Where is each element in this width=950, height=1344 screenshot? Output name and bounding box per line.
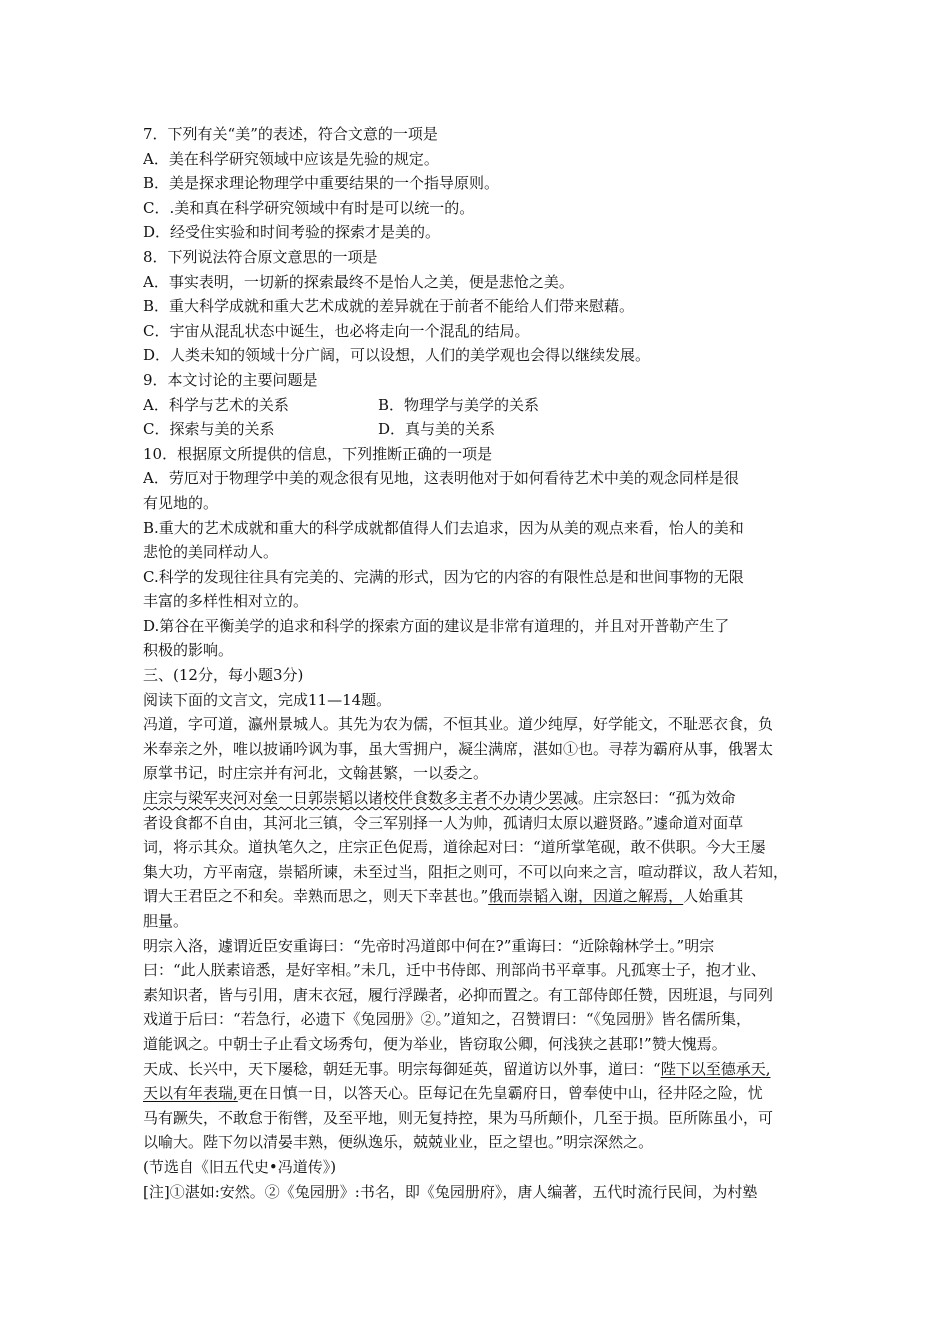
question-10-option-a-cont: 有见地的。	[143, 493, 219, 512]
passage-line: 素知识者，皆与引用，唐末衣冠，履行浮躁者，必抑而置之。有工部侍郎任赞，因班退，与同列	[143, 985, 774, 1004]
passage-text: 谓大王君臣之不和矣。幸熟而思之，则天下幸甚也。”	[143, 887, 489, 906]
underlined-sentence: 陛下以至德承天,	[660, 1059, 771, 1078]
passage-line	[143, 786, 823, 811]
question-8-option-c: C．宇宙从混乱状态中诞生，也必将走向一个混乱的结局。	[143, 321, 530, 340]
section-3-instruction: 阅读下面的文言文，完成11—14题。	[143, 690, 392, 709]
question-9-options-row-1	[143, 393, 823, 418]
question-9-options-row-2	[143, 417, 823, 442]
question-7-option-b: B．美是探求理论物理学中重要结果的一个指导原则。	[143, 174, 500, 193]
question-9-option-c: C．探索与美的关系	[143, 420, 275, 439]
question-8-option-a: A．事实表明，一切新的探索最终不是怡人之美，便是悲怆之美。	[143, 272, 574, 291]
passage-line: 曰：“此人朕素谙悉，是好宰相。”未几，迁中书侍郎、刑部尚书平章事。凡孤寒士子，抱才业、	[143, 961, 766, 980]
question-9-option-a: A．科学与艺术的关系	[143, 395, 289, 414]
passage-line: 明宗入洛，遽谓近臣安重诲曰：“先帝时冯道郎中何在?”重诲曰：“近除翰林学士。”明宗	[143, 936, 715, 955]
question-10-option-c: C.科学的发现往往具有完美的、完满的形式，因为它的内容的有限性总是和世间事物的无限	[143, 567, 744, 586]
question-10-option-a: A．劳厄对于物理学中美的观念很有见地，这表明他对于如何看待艺术中美的观念同样是很	[143, 469, 739, 488]
passage-line: 者设食都不自由，其河北三镇，令三军别择一人为帅，孤请归太原以避贤路。”遽命道对面草	[143, 813, 744, 832]
passage-line: 冯道，字可道，瀛州景城人。其先为农为儒，不恒其业。道少纯厚，好学能文，不耻恶衣食，负	[143, 715, 774, 734]
passage-text: 人始重其	[683, 887, 744, 906]
question-8-stem: 8．下列说法符合原文意思的一项是	[143, 247, 378, 266]
passage-line: 原掌书记，时庄宗并有河北，文翰甚繁，一以委之。	[143, 764, 489, 783]
question-7-option-a: A．美在科学研究领域中应该是先验的规定。	[143, 149, 439, 168]
passage-line	[143, 1081, 823, 1106]
document-page	[143, 122, 823, 1204]
question-10-option-b: B.重大的艺术成就和重大的科学成就都值得人们去追求，因为从美的观点来看，怡人的美和	[143, 518, 744, 537]
wavy-underlined-sentence: 庄宗与梁军夹河对垒一日郭崇韬以诸校伴食数多主者不办请少罢减	[143, 789, 579, 808]
underlined-sentence: 天以有年表瑞,	[143, 1084, 238, 1103]
question-7-option-c: C．.美和真在科学研究领域中有时是可以统一的。	[143, 198, 475, 217]
passage-line: 胆量。	[143, 912, 189, 930]
question-7-stem: 7．下列有关“美”的表述，符合文意的一项是	[143, 125, 438, 143]
passage-line	[143, 884, 823, 909]
underlined-sentence: 俄而崇韬入谢，因道之解焉，	[488, 887, 684, 906]
passage-line: 米奉亲之外，唯以披诵吟讽为事，虽大雪拥户，凝尘满席，湛如①也。寻荐为霸府从事，俄署太	[143, 739, 774, 758]
question-9-option-d: D．真与美的关系	[378, 420, 496, 439]
passage-text: 天成、长兴中，天下屡稔，朝廷无事。明宗每御延英，留道访以外事，道曰：“	[143, 1059, 661, 1078]
passage-text: 。庄宗怒曰：“孤为效命	[578, 789, 736, 808]
passage-text: 更在日慎一日，以答天心。臣每记在先皇霸府日，曾奉使中山，径井陉之险，忧	[237, 1084, 763, 1103]
passage-line: 词，将示其众。道执笔久之，庄宗正色促焉，道徐起对曰：“道所掌笔砚，敢不供职。今大王屡	[143, 838, 766, 857]
question-9-option-b: B．物理学与美学的关系	[378, 395, 540, 414]
question-10-stem: 10．根据原文所提供的信息，下列推断正确的一项是	[143, 444, 493, 463]
passage-line: 马有蹶失，不敢怠于衔辔，及至平地，则无复持控，果为马所颠仆，几至于损。臣所陈虽小，可	[143, 1108, 774, 1127]
passage-source: (节选自《旧五代史•冯道传》)	[143, 1157, 337, 1176]
question-10-option-d: D.第谷在平衡美学的追求和科学的探索方面的建议是非常有道理的，并且对开普勒产生了	[143, 616, 730, 635]
passage-line: 道能讽之。中朝士子止看文场秀句，便为举业，皆窃取公卿，何浅狭之甚耶!”赞大愧焉。	[143, 1034, 727, 1053]
question-10-option-b-cont: 悲怆的美同样动人。	[143, 543, 279, 562]
question-8-option-d: D．人类未知的领域十分广阔，可以设想，人们的美学观也会得以继续发展。	[143, 346, 651, 365]
passage-line: 戏道于后曰：“若急行，必遗下《兔园册》②。”道知之，召赞谓曰：“《兔园册》皆名儒所集，	[143, 1010, 752, 1029]
passage-line: 以喻大。陛下勿以清晏丰熟，便纵逸乐，兢兢业业，臣之望也。”明宗深然之。	[143, 1133, 654, 1152]
question-10-option-d-cont: 积极的影响。	[143, 641, 234, 660]
section-3-heading: 三、(12分，每小题3分)	[143, 666, 304, 685]
passage-line: 集大功，方平南寇，崇韬所谏，未至过当，阻拒之则可，不可以向来之言，喧动群议，敌人若知，	[143, 862, 789, 881]
question-8-option-b: B．重大科学成就和重大艺术成就的差异就在于前者不能给人们带来慰藉。	[143, 297, 635, 316]
passage-notes: [注]①湛如:安然。②《兔园册》:书名，即《兔园册府》，唐人编著，五代时流行民间，为村塾	[143, 1182, 758, 1201]
question-9-stem: 9．本文讨论的主要问题是	[143, 370, 318, 389]
passage-line	[143, 1057, 823, 1082]
question-10-option-c-cont: 丰富的多样性相对立的。	[143, 592, 309, 611]
question-7-option-d: D．经受住实验和时间考验的探索才是美的。	[143, 223, 441, 242]
